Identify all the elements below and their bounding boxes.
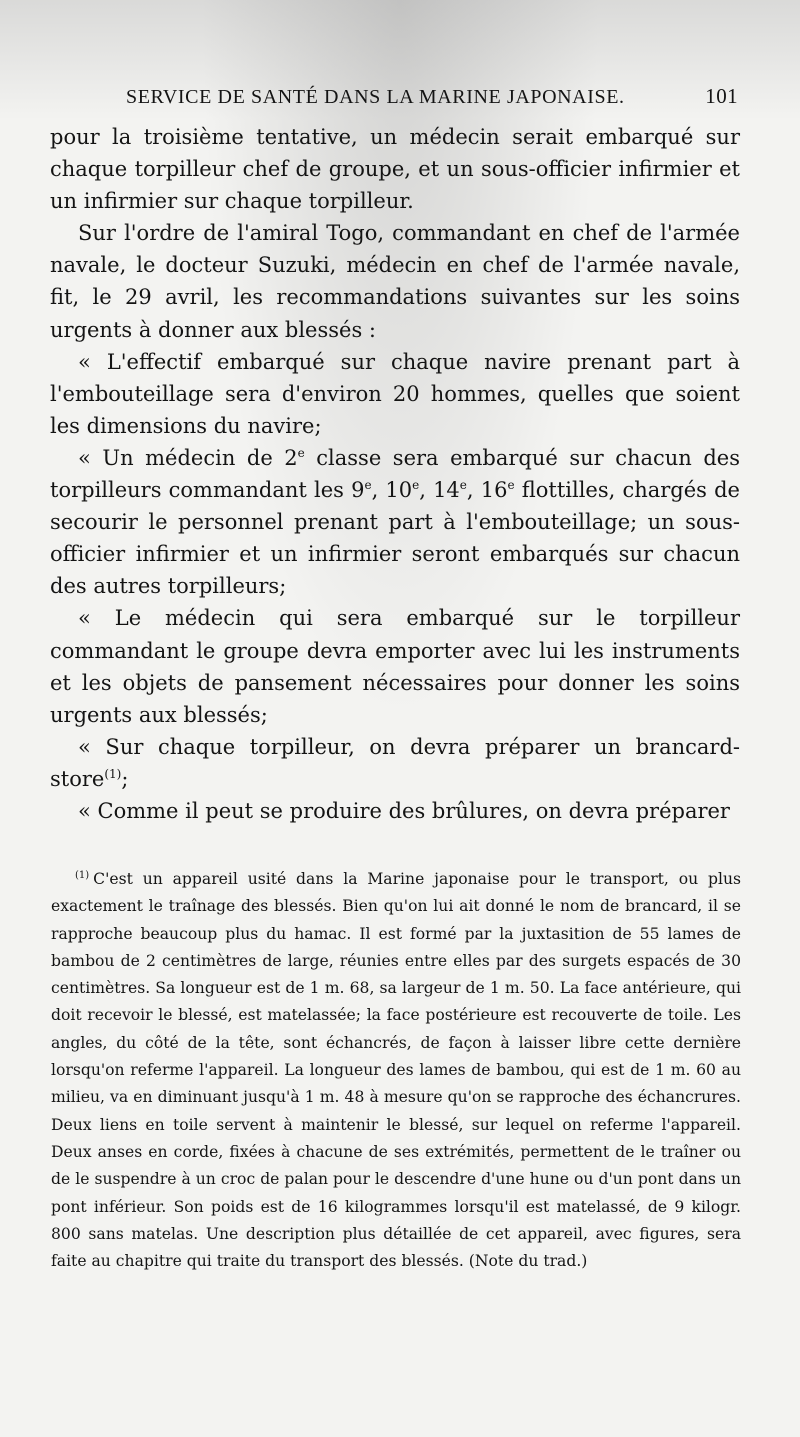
paragraph-6	[50, 731, 740, 795]
paragraph-5: « Le médecin qui sera embarqué sur le torpilleur commandant le groupe devra emporter avec lui les instruments et les objets de pansement nécessaires pour donner les soins urgents aux blessés;	[50, 606, 740, 727]
paragraph-6-end: ;	[121, 766, 129, 791]
paragraph-4-text: classe sera embarqué sur chacun des torpilleurs commandant les 9	[50, 445, 741, 503]
running-header	[126, 84, 738, 109]
paragraph-6-text: « Sur chaque torpilleur, on devra préparer un brancard-store	[50, 734, 740, 791]
paragraph-3: « L'effectif embarqué sur chaque navire prenant part à l'embouteillage sera d'environ 20 hommes, quelles que soient les dimensions du navire;	[50, 349, 740, 438]
main-text	[50, 121, 740, 827]
paragraph-4-text: flottilles, chargés de secourir le personnel prenant part à l'embouteillage; un sous-officier infirmier et un infirmier seront embarqués sur chacun des autres torpilleurs;	[50, 478, 740, 599]
paragraph-1: pour la troisième tentative, un médecin serait embarqué sur chaque torpilleur chef de groupe, et un sous-officier infirmier et un infirmier sur chaque torpilleur.	[50, 125, 740, 214]
footnote-text: C'est un appareil usité dans la Marine japonaise pour le transport, ou plus exactement le traînage des blessés. Bien qu'on lui ait donné le nom de brancard, il se rapproche beaucoup plus du hamac. Il est formé par la juxtasition de 55 lames de bambou de 2 centimètres de large, réunies entre elles par des surgets espacés de 30 centimètres. Sa longueur est de 1 m. 68, sa largeur de 1 m. 50. La face antérieure, qui doit recevoir le blessé, est matelassée; la face postérieure est recouverte de toile. Les angles, du côté de la tête, sont échancrés, de façon à laisser libre cette dernière lorsqu'on referme l'appareil. La longueur des lames de bambou, qui est de 1 m. 60 au milieu, va en diminuant jusqu'à 1 m. 48 à mesure qu'on se rapproche des échancrures. Deux liens en toile servent à maintenir le blessé, sur lequel on referme l'appareil. Deux anses en corde, fixées à chacune de ses extrémités, permettent de le traîner ou de le suspendre à un croc de palan pour le descendre d'une hune ou d'un pont dans un pont inférieur. Son poids est de 16 kilogrammes lorsqu'il est matelassé, de 9 kilogr. 800 sans matelas. Une description plus détaillée de cet appareil, avec figures, sera faite au chapitre qui traite du transport des blessés. (Note du trad.)	[51, 870, 741, 1271]
page-number: 101	[705, 84, 738, 108]
paragraph-2: Sur l'ordre de l'amiral Togo, commandant en chef de l'armée navale, le docteur Suzuki, médecin en chef de l'armée navale, fit, le 29 avril, les recommandations suivantes sur les soins urgents à donner aux blessés :	[50, 221, 740, 342]
paragraph-4-text: , 10	[371, 478, 413, 503]
paragraph-4-text: , 14	[419, 478, 460, 503]
paragraph-4-text: , 16	[466, 478, 508, 503]
ordinal-superscript: e	[297, 445, 305, 460]
ordinal-superscript: e	[412, 478, 420, 493]
ordinal-superscript: e	[364, 478, 372, 493]
paragraph-4-text: « Un médecin de 2	[78, 445, 298, 470]
ordinal-superscript: e	[507, 478, 515, 493]
footnote	[51, 866, 741, 1275]
paragraph-7: « Comme il peut se produire des brûlures, on devra préparer	[78, 798, 730, 823]
footnote-reference: (1)	[104, 766, 122, 781]
ordinal-superscript: e	[459, 478, 467, 493]
footnote-marker: (1)	[75, 870, 90, 881]
running-title: SERVICE DE SANTÉ DANS LA MARINE JAPONAISE.	[126, 86, 625, 108]
paragraph-4	[50, 442, 740, 602]
